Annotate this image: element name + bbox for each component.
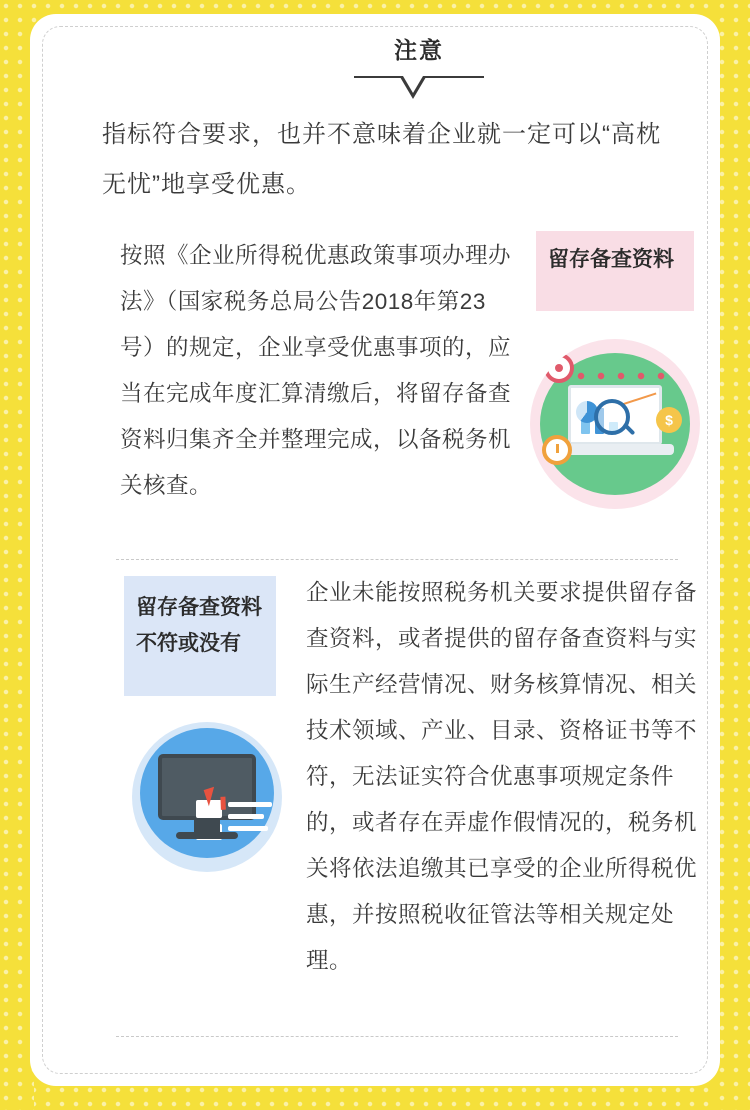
coin-icon: $: [656, 407, 682, 433]
monitor-line-1: [228, 802, 272, 807]
section2-divider: [116, 1036, 678, 1037]
frame-band-bottom: [0, 1084, 750, 1110]
section1-divider: [116, 559, 678, 560]
notice-bubble-box: [354, 16, 484, 78]
notice-label: 注意: [394, 37, 444, 63]
section1-tag: 留存备查资料: [536, 231, 694, 311]
section1-body-text: 按照《企业所得税优惠政策事项办理办法》（国家税务总局公告2018年第23号）的规定，企业享受优惠事项的，应当在完成年度汇算清缴后，将留存备查资料归集齐全并整理完成，以备税务机关核查。: [120, 243, 512, 498]
lead-paragraph: 指标符合要求，也并不意味着企业就一定可以“高枕无忧”地享受优惠。: [102, 121, 661, 198]
magnifier-icon: [594, 399, 630, 435]
monitor-line-2: [228, 814, 264, 819]
laptop-base-icon: [556, 444, 674, 455]
monitor-base: [176, 832, 238, 839]
target-icon: [544, 353, 574, 383]
content-card: [30, 14, 720, 1086]
illustration-dot-row: [556, 367, 676, 385]
frame-band-right: [716, 0, 750, 1110]
monitor-cursor-illustration: [132, 722, 282, 872]
section2-body-text: 企业未能按照税务机关要求提供留存备查资料，或者提供的留存备查资料与实际生产经营情况、财务核算情况、相关技术领域、产业、目录、资格证书等不符，无法证实符合优惠事项规定条件的，或者存在弄虚作假情况的，税务机关将依法追缴其已享受的企业所得税优惠，并按照税收征管法等相关规定处理。: [306, 580, 698, 973]
monitor-line-3: [228, 826, 268, 831]
frame-band-left: [0, 0, 34, 1110]
section-noncompliance: [116, 570, 698, 1050]
clock-icon: [542, 435, 572, 465]
notice-bubble-tail: [400, 77, 426, 99]
monitor-stand: [194, 820, 220, 832]
notice-bubble: [354, 16, 484, 78]
content-area: [74, 14, 698, 1086]
section-retention-documents: [116, 219, 678, 559]
data-analysis-illustration: [530, 339, 700, 509]
section2-tag: 留存备查资料不符或没有: [124, 576, 276, 696]
monitor-icon: [158, 754, 256, 820]
chart-line: [622, 392, 657, 405]
